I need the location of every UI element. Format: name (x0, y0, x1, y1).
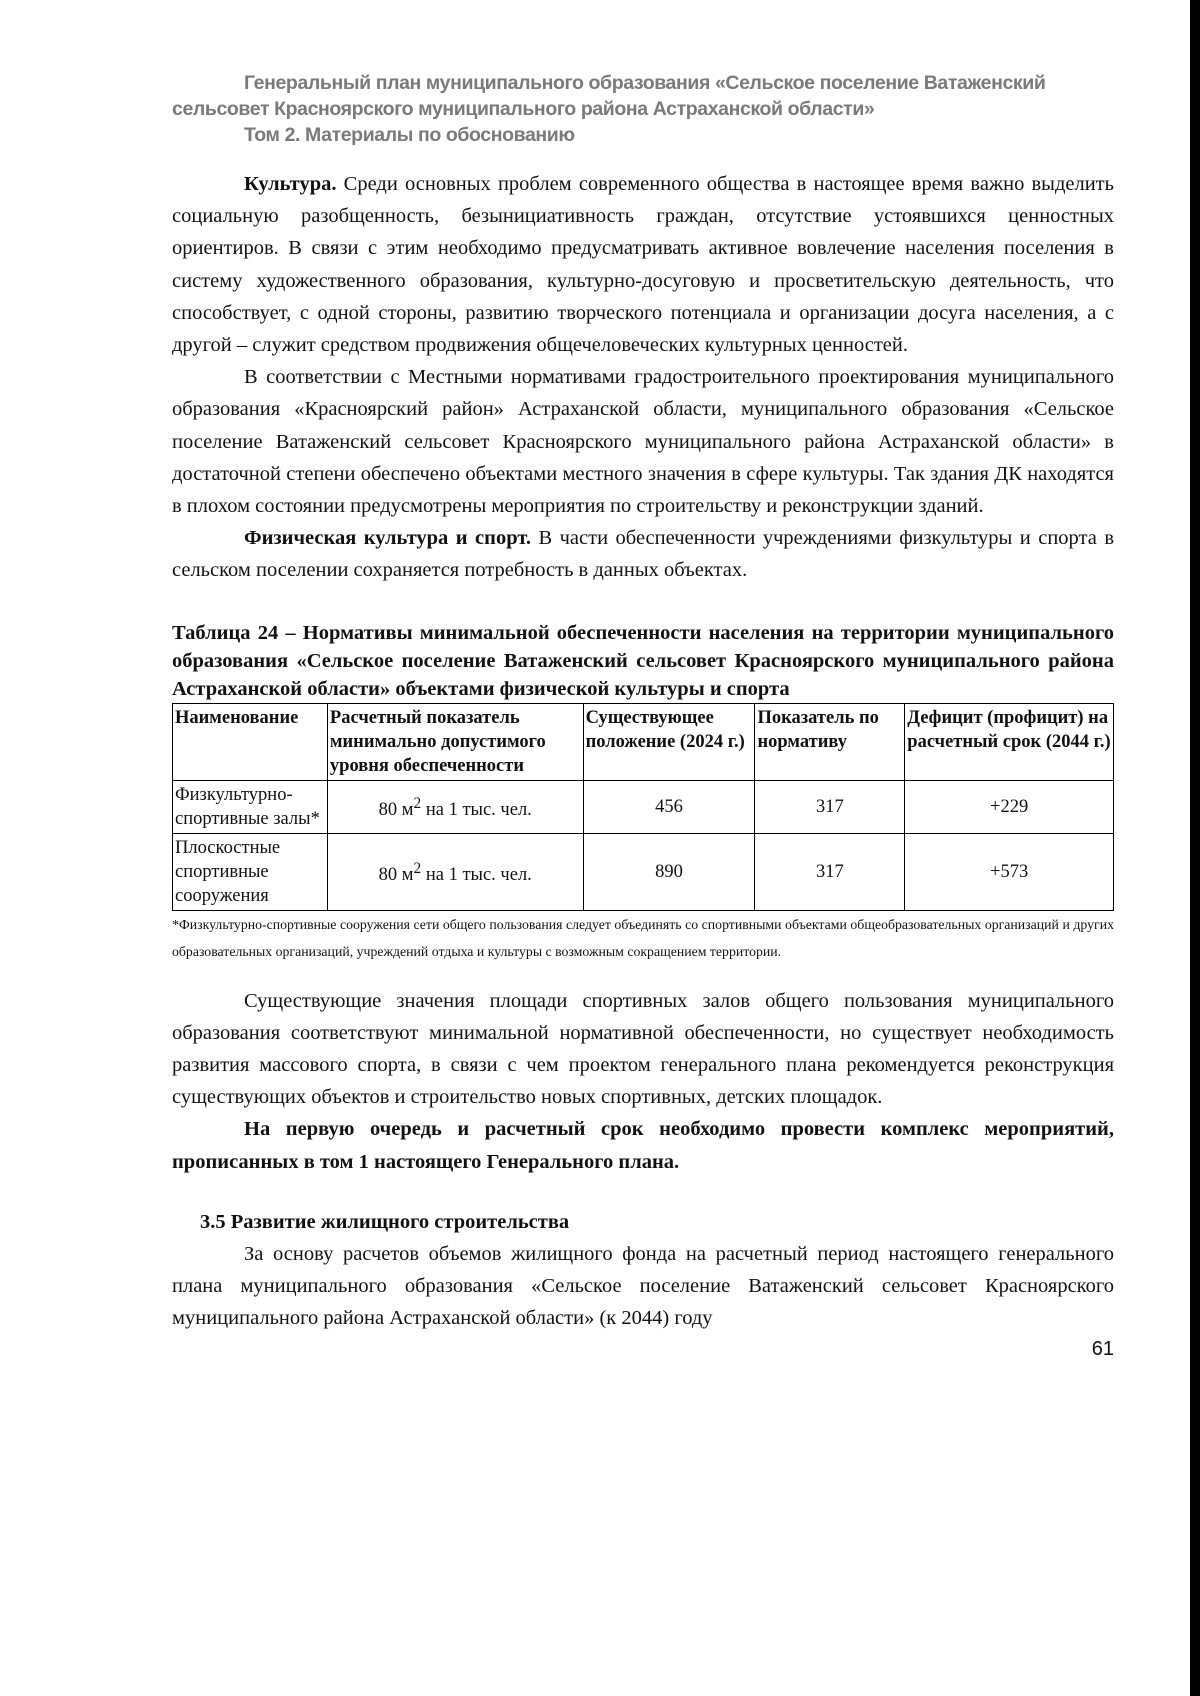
running-header (172, 70, 1114, 148)
table-row (173, 833, 1114, 910)
table-caption: Таблица 24 – Нормативы минимальной обеспеченности населения на территории муниципального образования «Сельское поселение Ватаженский сельсовет Красноярского муниципального района Астраханской области» объектами физической культуры и спорта (172, 621, 1114, 700)
section-title: 3.5 Развитие жилищного строительства (200, 1210, 570, 1233)
culture-paragraph (172, 168, 1114, 361)
header-line-1: Генеральный план муниципального образования «Сельское поселение Ватаженский (244, 72, 1046, 94)
row-norm: 80 $м^2$ на 1 тыс. чел. (327, 833, 583, 910)
measures-paragraph: На первую очередь и расчетный срок необходимо провести комплекс мероприятий, прописанных в том 1 настоящего Генерального плана. (172, 1118, 1114, 1173)
sports-norms-table (172, 703, 1114, 911)
row-existing: 890 (583, 833, 755, 910)
header-standard: Показатель по нормативу (755, 703, 905, 780)
table-footnote: *Физкультурно-спортивные сооружения сети общего пользования следует объединять со спортивными объектами общеобразовательных организаций и других образовательных организаций, учреждений отдыха и культуры с возможным сокращением территории. (172, 916, 1114, 959)
page-edge-bar (1190, 0, 1200, 1696)
culture-heading: Культура. (244, 173, 337, 195)
row-name: Плоскостные спортивные сооружения (173, 833, 328, 910)
header-indicator: Расчетный показатель минимально допустимого уровня обеспеченности (327, 703, 583, 780)
header-name: Наименование (173, 703, 328, 780)
header-line-2: сельсовет Красноярского муниципального района Астраханской области» (172, 98, 875, 120)
table-row (173, 780, 1114, 833)
row-norm: 80 $м^2$ на 1 тыс. чел. (327, 780, 583, 833)
row-standard: 317 (755, 780, 905, 833)
header-existing: Существующее положение (2024 г.) (583, 703, 755, 780)
existing-values-paragraph: Существующие значения площади спортивных залов общего пользования муниципального образования соответствуют минимальной нормативной обеспеченности, но существует необходимость развития массового спорта, в связи с чем проектом генерального плана рекомендуется реконструкция существующих объектов и строительство новых спортивных, детских площадок. (172, 989, 1114, 1109)
row-name: Физкультурно-спортивные залы* (173, 780, 328, 833)
sport-paragraph (172, 522, 1114, 586)
header-line-3: Том 2. Материалы по обоснованию (244, 124, 575, 146)
page-number: 61 (1091, 1338, 1114, 1361)
sport-text: В части обеспеченности учреждениями физкультуры и спорта в сельском поселении сохраняется потребность в данных объектах. (172, 527, 1114, 582)
row-existing: 456 (583, 780, 755, 833)
document-page (172, 70, 1114, 1361)
row-standard: 317 (755, 833, 905, 910)
sport-heading: Физическая культура и спорт. (244, 527, 532, 550)
culture-text: Среди основных проблем современного общества в настоящее время важно выделить социальную разобщенность, безынициативность граждан, отсутствие устоявшихся ценностных ориентиров. В связи с этим необходимо предусматривать активное вовлечение населения поселения в систему художественного образования, культурно-досуговую и просветительскую деятельность, что способствует, с одной стороны, развитию творческого потенциала и организации досуга населения, а с другой – служит средством продвижения общечеловеческих культурных ценностей. (172, 173, 1114, 357)
header-deficit: Дефицит (профицит) на расчетный срок (2044 г.) (905, 703, 1114, 780)
row-deficit: +573 (905, 833, 1114, 910)
table-header-row (173, 703, 1114, 780)
housing-paragraph: За основу расчетов объемов жилищного фонда на расчетный период настоящего генерального плана муниципального образования «Сельское поселение Ватаженский сельсовет Красноярского муниципального района Астраханской области» (к 2044) году (172, 1242, 1114, 1330)
row-deficit: +229 (905, 780, 1114, 833)
norms-paragraph: В соответствии с Местными нормативами градостроительного проектирования муниципального образования «Красноярский район» Астраханской области, муниципального образования «Сельское поселение Ватаженский сельсовет Красноярского муниципального района Астраханской области» в достаточной степени обеспечено объектами местного значения в сфере культуры. Так здания ДК находятся в плохом состоянии предусмотрены мероприятия по строительству и реконструкции зданий. (172, 366, 1114, 518)
